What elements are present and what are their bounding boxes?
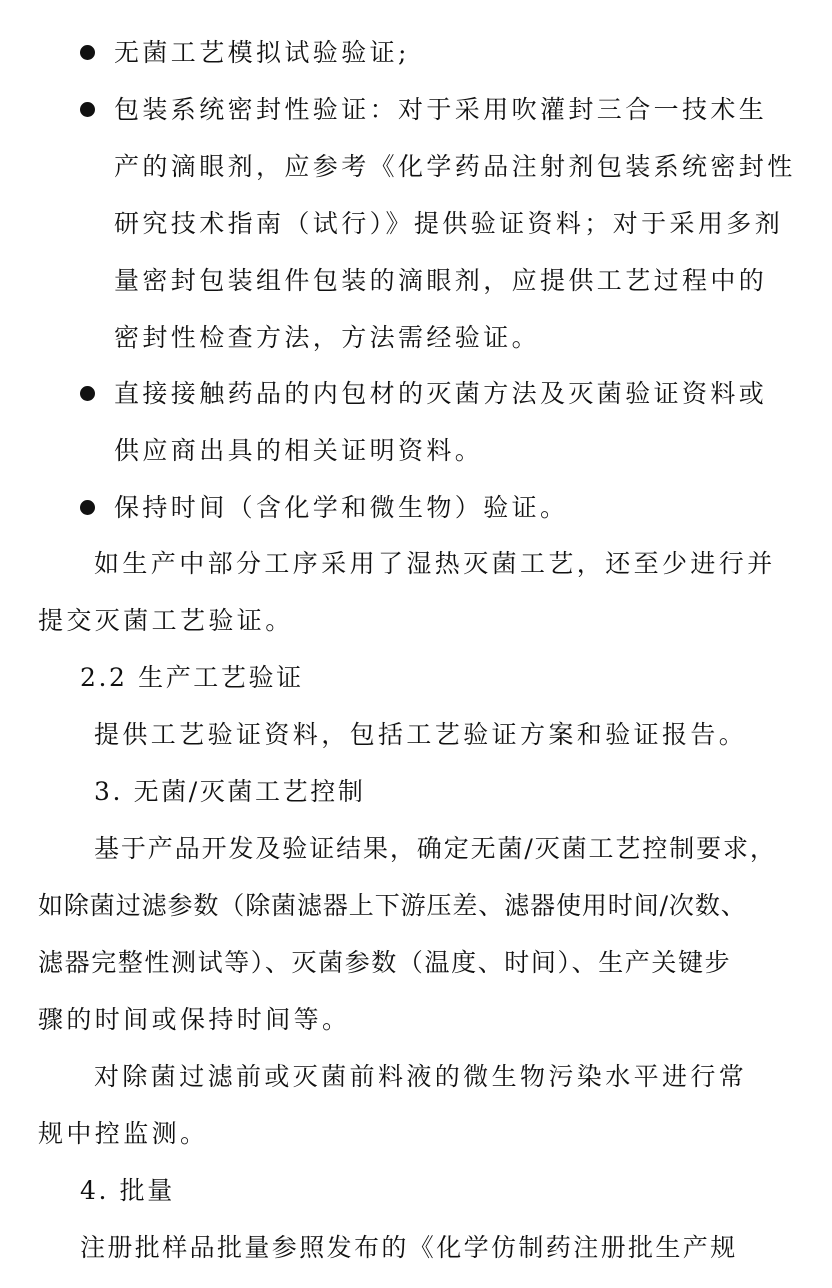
bullet-marker: [80, 500, 95, 515]
bullet-3-line-1: 直接接触药品的内包材的灭菌方法及灭菌验证资料或: [114, 379, 768, 408]
bullet-2-line-2: 产的滴眼剂，应参考《化学药品注射剂包装系统密封性: [114, 152, 796, 181]
para-control-line-3: 滤器完整性测试等）、灭菌参数（温度、时间）、生产关键步: [38, 948, 732, 977]
para-monitoring-line-1: 对除菌过滤前或灭菌前料液的微生物污染水平进行常: [94, 1062, 748, 1091]
para-moist-heat-line-2: 提交灭菌工艺验证。: [38, 606, 294, 635]
bullet-4-line-1: 保持时间（含化学和微生物）验证。: [114, 493, 569, 522]
bullet-2-line-5: 密封性检查方法，方法需经验证。: [114, 323, 541, 352]
para-batch-line-1: 注册批样品批量参照发布的《化学仿制药注册批生产规: [80, 1233, 738, 1262]
para-moist-heat-line-1: 如生产中部分工序采用了湿热灭菌工艺，还至少进行并: [94, 549, 776, 578]
bullet-2-line-3: 研究技术指南（试行）》提供验证资料；对于采用多剂: [114, 209, 784, 238]
bullet-marker: [80, 102, 95, 117]
bullet-marker: [80, 45, 95, 60]
bullet-2-line-1: 包装系统密封性验证：对于采用吹灌封三合一技术生: [114, 95, 768, 124]
para-control-line-2: 如除菌过滤参数（除菌滤器上下游压差、滤器使用时间/次数、: [38, 891, 747, 920]
para-process-validation: 提供工艺验证资料，包括工艺验证方案和验证报告。: [94, 720, 748, 749]
bullet-3-line-2: 供应商出具的相关证明资料。: [114, 436, 484, 465]
section-heading-3: 3. 无菌/灭菌工艺控制: [94, 777, 366, 806]
para-monitoring-line-2: 规中控监测。: [38, 1119, 209, 1148]
section-heading-4: 4. 批量: [80, 1176, 175, 1205]
para-control-line-4: 骤的时间或保持时间等。: [38, 1005, 351, 1034]
para-control-line-1: 基于产品开发及验证结果，确定无菌/灭菌工艺控制要求，: [94, 834, 777, 863]
bullet-2-line-4: 量密封包装组件包装的滴眼剂，应提供工艺过程中的: [114, 266, 768, 295]
section-heading-2-2: 2.2 生产工艺验证: [80, 663, 304, 692]
bullet-1-line-1: 无菌工艺模拟试验验证;: [114, 38, 410, 67]
bullet-marker: [80, 386, 95, 401]
